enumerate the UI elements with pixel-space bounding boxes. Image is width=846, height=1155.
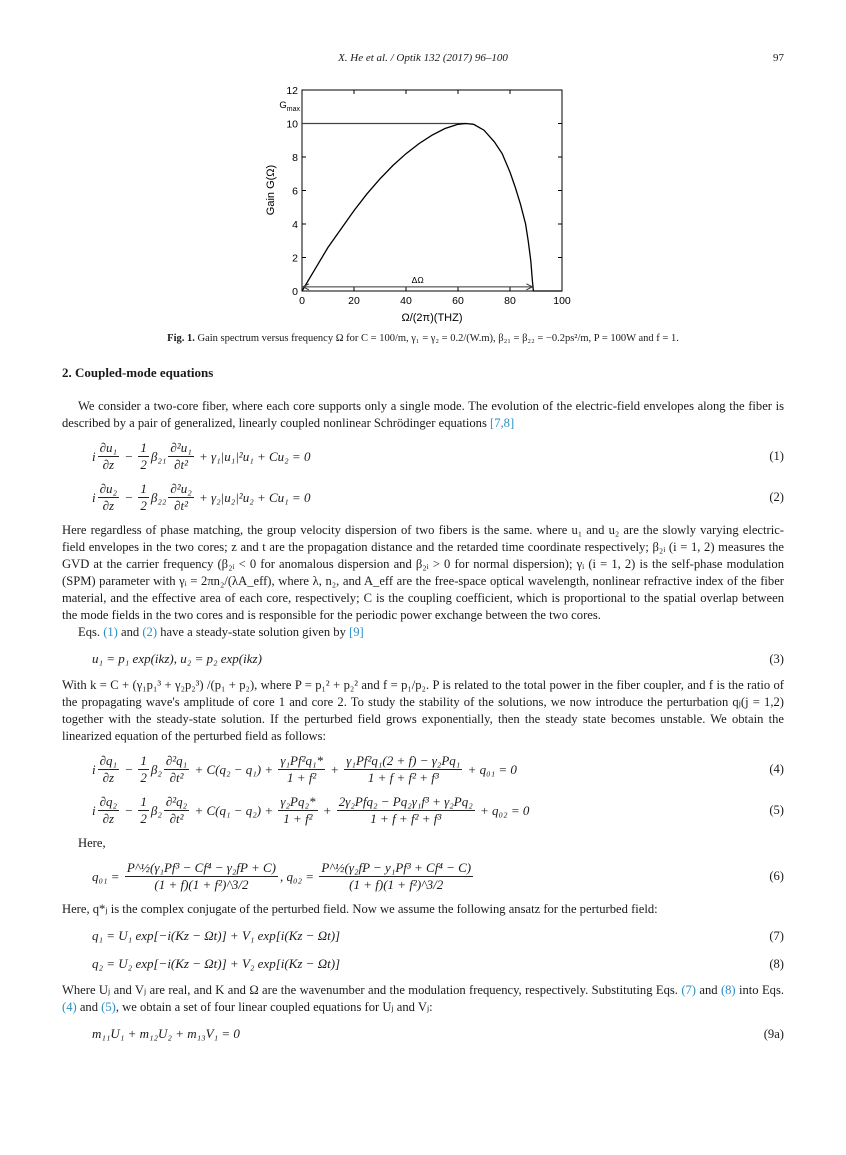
paragraph [62, 901, 784, 918]
citation-link[interactable]: (2) [142, 625, 158, 639]
equation-5 [62, 794, 784, 827]
math-text: + C(q₂ − q₁) + [191, 761, 277, 777]
math-text: i [92, 802, 96, 818]
equation-body [62, 481, 310, 514]
x-tick-label: 80 [504, 295, 516, 307]
paragraph-text: into Eqs. [735, 983, 785, 997]
paragraph-text: Here, [78, 836, 106, 850]
delta-omega-label: ΔΩ [411, 274, 424, 285]
equation-6 [62, 860, 784, 893]
running-title: X. He et al. / Optik 132 (2017) 96–100 [338, 52, 508, 64]
denominator: ∂z [102, 457, 115, 472]
math-text: i [92, 489, 96, 505]
numerator: ∂u₂ [99, 481, 118, 496]
denominator: ∂t² [169, 811, 184, 826]
math-text: β₂₁ [150, 448, 167, 464]
page-number: 97 [773, 52, 784, 64]
paragraph [62, 835, 784, 852]
paragraph-text: We consider a two-core fiber, where each core supports only a single mode. The evolution of the electric-field envelopes along the fiber is described by a pair of generalized, linearly coupled nonlinear Schrödinger equations [62, 399, 784, 430]
math-text: β₂ [150, 761, 162, 777]
equation-body [62, 956, 340, 972]
paragraph [62, 624, 784, 641]
math-text: + [327, 761, 343, 777]
numerator: γ₂Pq₂* [280, 794, 316, 809]
numerator: ∂u₁ [99, 440, 118, 455]
fraction [138, 794, 149, 827]
denominator: 2 [140, 498, 147, 513]
x-axis-label: Ω/(2π)(THZ) [401, 312, 463, 324]
gain-spectrum-chart [250, 78, 590, 330]
gmax-label: $G_{max}$ [279, 99, 300, 113]
citation-link[interactable]: (5) [101, 1000, 116, 1014]
paragraph-text: have a steady-state solution given by [157, 625, 350, 639]
equation-4 [62, 753, 784, 786]
figure-caption [0, 333, 846, 344]
denominator: 2 [140, 457, 147, 472]
paragraph-text: Where Uⱼ and Vⱼ are real, and K and Ω are the wavenumber and the modulation frequency, respectively. Substituting Eqs. [62, 983, 682, 997]
denominator: (1 + f)(1 + f²)^3/2 [154, 877, 249, 892]
denominator: ∂t² [174, 498, 189, 513]
fraction [278, 794, 317, 827]
paragraph [62, 982, 784, 1016]
numerator: ∂q₂ [99, 794, 118, 809]
fraction [337, 794, 475, 827]
denominator: 1 + f² [283, 811, 313, 826]
denominator: ∂z [102, 770, 115, 785]
x-tick-label: 20 [348, 295, 360, 307]
equation-number: (2) [769, 490, 784, 504]
fraction [138, 440, 149, 473]
paragraph-text: and [76, 1000, 102, 1014]
denominator: (1 + f)(1 + f²)^3/2 [349, 877, 444, 892]
math-text: m₁₁U₁ + m₁₂U₂ + m₁₃V₁ = 0 [92, 1026, 240, 1041]
citation-link[interactable]: (4) [62, 1000, 77, 1014]
fraction [98, 794, 119, 827]
denominator: 1 + f + f² + f³ [367, 770, 439, 785]
math-text: − [121, 802, 137, 818]
equation-number: (3) [769, 651, 784, 666]
math-text: q₁ = U₁ exp[−i(Kz − Ωt)] + V₁ exp[i(Kz − Ωt)] [92, 928, 341, 943]
fraction [319, 860, 473, 893]
gain-curve [302, 124, 562, 292]
math-text: β₂ [150, 802, 162, 818]
math-text: + q₀₁ = 0 [464, 761, 517, 777]
numerator: 1 [140, 481, 147, 496]
math-text: − [121, 448, 137, 464]
x-tick-label: 100 [553, 295, 571, 307]
fraction [98, 753, 119, 786]
y-tick-label: 2 [292, 252, 298, 265]
fraction [138, 481, 149, 514]
equation-1 [62, 440, 784, 473]
fraction [168, 440, 193, 473]
numerator: γ₁Pf²q₁(2 + f) − γ₂Pq₁ [346, 753, 461, 768]
y-tick-label: 10 [286, 118, 298, 131]
numerator: ∂²u₁ [170, 440, 192, 455]
math-text: β₂₂ [150, 489, 167, 505]
math-text: i [92, 761, 96, 777]
equation-body [62, 1026, 240, 1042]
equation-number: (8) [769, 956, 784, 971]
y-tick-label: 12 [286, 85, 298, 97]
figure-label: Fig. 1. [167, 333, 195, 344]
numerator: ∂²q₂ [165, 794, 188, 809]
fraction [164, 794, 189, 827]
equation-number: (9a) [763, 1026, 784, 1041]
denominator: 1 + f + f² + f³ [370, 811, 442, 826]
equation-number: (1) [769, 449, 784, 463]
math-text: i [92, 448, 96, 464]
y-tick-label: 6 [292, 185, 298, 198]
fraction [164, 753, 189, 786]
denominator: ∂z [102, 498, 115, 513]
math-text: + C(q₁ − q₂) + [191, 802, 277, 818]
math-text: , q₀₂ = [280, 868, 318, 884]
numerator: ∂²q₁ [165, 753, 188, 768]
paragraph-text: With k = C + (γ₁p₁³ + γ₂p₂³) /(p₁ + p₂), where P = p₁² + p₂² and f = p₁/p₂. P is related to the total power in the fiber coupler, and f is the ratio of the propagating wave's amplitude of core 1 and core 2. To study the stability of the solutions, we now introduce the perturbation qⱼ(j = 1,2) together with the steady-state solution. If the perturbed field grows exponentially, then the steady state becomes unstable. We obtain the linearized equation of the perturbed field as follows: [62, 678, 784, 743]
equation-body [62, 860, 475, 893]
denominator: 1 + f² [287, 770, 317, 785]
math-text: u₁ = p₁ exp(ikz), u₂ = p₂ exp(ikz) [92, 651, 262, 666]
equation-number: (6) [769, 869, 784, 883]
equation-number: (7) [769, 928, 784, 943]
equation-body [62, 753, 517, 786]
denominator: ∂z [102, 811, 115, 826]
citation-link[interactable]: [9] [349, 625, 364, 639]
citation-link[interactable]: (1) [103, 625, 118, 639]
x-tick-label: 60 [452, 295, 464, 307]
paragraph-text: and [117, 625, 143, 639]
math-text: q₂ = U₂ exp[−i(Kz − Ωt)] + V₂ exp[i(Kz − Ωt)] [92, 956, 341, 971]
section-heading: 2. Coupled-mode equations [62, 365, 214, 380]
paragraph [62, 522, 784, 624]
math-text: + γ₂|u₂|²u₂ + Cu₁ = 0 [195, 489, 311, 505]
equation-8 [62, 954, 784, 974]
y-axis-label: Gain G(Ω) [265, 164, 277, 216]
denominator: 2 [140, 811, 147, 826]
math-text: + [319, 802, 335, 818]
y-tick-label: 4 [292, 219, 298, 231]
paragraph-text: , we obtain a set of four linear coupled equations for Uⱼ and Vⱼ: [115, 1000, 433, 1014]
x-tick-label: 40 [400, 295, 412, 307]
equation-body [62, 651, 262, 667]
equation-body [62, 794, 529, 827]
fraction [168, 481, 193, 514]
equation-2 [62, 481, 784, 514]
paragraph-text: Here regardless of phase matching, the group velocity dispersion of two fibers is the same. where u₁ and u₂ are the slowly varying electric-field envelopes in the two cores; z and t are the propagation distance and the retarded time coordinate respectively; β₂ᵢ (i = 1, 2) measures the GVD at the carrier frequency (β₂ᵢ < 0 for anomalous dispersion and β₂ᵢ > 0 for normal dispersion); γᵢ (i = 1, 2) is the self-phase modulation (SPM) parameter with γᵢ = 2πn₂/(λA_eff), where λ, n₂, and A_eff are the free-space optical wavelength, nonlinear refractive index of the fiber material, and the effective area of each core, respectively; C is the coupling coefficient, which is proportional to the spatial overlap between the mode fields in the two cores and is responsible for the periodic power exchange between the two cores. [62, 523, 784, 622]
article-body [62, 364, 784, 1052]
paragraph [62, 398, 784, 432]
math-text: + q₀₂ = 0 [476, 802, 530, 818]
equation-body [62, 928, 340, 944]
fraction [138, 753, 149, 786]
numerator: ∂q₁ [99, 753, 118, 768]
numerator: 1 [140, 753, 147, 768]
fraction [278, 753, 325, 786]
y-tick-label: 0 [292, 286, 298, 298]
fraction [98, 440, 119, 473]
equation-7 [62, 926, 784, 946]
paragraph-text: and [696, 983, 721, 997]
citation-link[interactable]: [7,8] [490, 416, 515, 430]
paragraph-text: Eqs. [78, 625, 104, 639]
numerator: 2γ₂Pfq₂ − Pq₂γ₁f³ + γ₂Pq₂ [338, 794, 473, 809]
fraction [344, 753, 462, 786]
denominator: ∂t² [169, 770, 184, 785]
equation-9a [62, 1024, 784, 1044]
denominator: ∂t² [174, 457, 189, 472]
y-tick-label: 8 [292, 152, 298, 164]
equation-3 [62, 649, 784, 669]
equation-number: (4) [769, 762, 784, 776]
numerator: 1 [140, 794, 147, 809]
equation-number: (5) [769, 803, 784, 817]
numerator: γ₁Pf²q₁* [280, 753, 324, 768]
numerator: P^½(γ₁Pf³ − Cf⁴ − γ₂fP + C) [126, 860, 276, 875]
numerator: P^½(γ₂fP − y₁Pf³ + Cf⁴ − C) [321, 860, 472, 875]
paragraph [62, 677, 784, 745]
paragraph-text: Here, q*ⱼ is the complex conjugate of the perturbed field. Now we assume the following ansatz for the perturbed field: [62, 902, 658, 916]
equation-body [62, 440, 310, 473]
math-text: q₀₁ = [92, 868, 123, 884]
math-text: + γ₁|u₁|²u₁ + Cu₂ = 0 [195, 448, 311, 464]
math-text: − [121, 489, 137, 505]
denominator: 2 [140, 770, 147, 785]
numerator: ∂²u₂ [170, 481, 192, 496]
numerator: 1 [140, 440, 147, 455]
x-tick-label: 0 [299, 295, 305, 307]
citation-link[interactable]: (7) [681, 983, 696, 997]
fraction [98, 481, 119, 514]
plot-frame [302, 90, 562, 291]
citation-link[interactable]: (8) [720, 983, 736, 997]
fraction [125, 860, 278, 893]
caption-text: Gain spectrum versus frequency Ω for C = 100/m, γ₁ = γ₂ = 0.2/(W.m), β₂₁ = β₂₂ = −0.2ps²/m, P = 100W and f = 1. [194, 333, 679, 344]
math-text: − [121, 761, 137, 777]
